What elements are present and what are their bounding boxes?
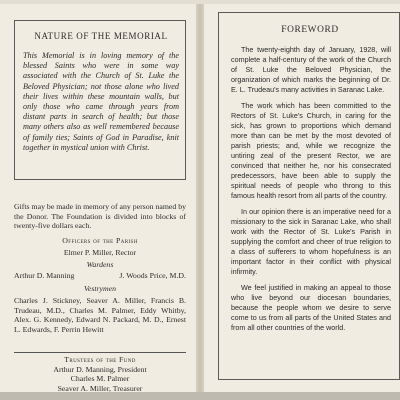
foreword-paragraph-3: In our opinion there is an imperative need for a missionary to the sick in Saranac Lake, who shall work with the Rector of St. Luke's Parish in supplying the comfort and cheer of true religion to a class of sufferers to whom hopefulness is an important factor in their conflict with physical infirmity. — [231, 207, 391, 276]
officers-title: Officers of the Parish — [62, 236, 138, 245]
warden-2: J. Woods Price, M.D. — [119, 271, 186, 280]
foreword-text — [231, 45, 391, 339]
rector-line: Elmer P. Miller, Rector — [63, 248, 137, 257]
memorial-box — [14, 20, 186, 180]
left-page — [0, 4, 196, 392]
vestrymen-list: Charles J. Stickney, Seaver A. Miller, Francis B. Trudeau, M.D., Charles M. Palmer, Eddy Whitby, Alex. G. Kennedy, Edward N. Packard, M. D., Ernest L. Edwards, F. Perrin Hewitt — [14, 296, 186, 334]
foreword-title: FOREWORD — [281, 25, 339, 35]
booklet-gutter — [196, 4, 204, 392]
trustee-2: Charles M. Palmer — [70, 374, 130, 383]
gifts-note: Gifts may be made in memory of any person named by the Donor. The Foundation is divided into blocks of twenty-five dollars each. — [14, 202, 186, 230]
trustees-box — [14, 352, 186, 392]
memorial-title: NATURE OF THE MEMORIAL — [34, 31, 168, 41]
trustees-title: Trustees of the Fund — [64, 355, 136, 364]
foreword-paragraph-4: We feel justified in making an appeal to those who live beyond our diocesan boundaries, because the people whom we desire to serve come to us from all parts of the United States and from all other countries of the world. — [231, 283, 391, 332]
foreword-box — [218, 12, 400, 380]
warden-1: Arthur D. Manning — [14, 271, 75, 280]
table-edge — [0, 392, 400, 400]
vestrymen-heading: Vestrymen — [83, 284, 117, 293]
trustee-3: Seaver A. Miller, Treasurer — [57, 383, 143, 392]
wardens-line — [14, 271, 186, 281]
right-page — [204, 4, 400, 392]
foreword-paragraph-2: The work which has been committed to the Rectors of St. Luke's Church, in caring for the sick, has grown to proportions which demand more than can be met by the most devoted of parish priests; and, while we recognize the untiring zeal of the present Rector, we are convinced that neither he, nor his consecrated predecessors, have been able to supply the spiritual needs of people who throng to this famous health resort from all parts of the country. — [231, 101, 391, 200]
trustee-1: Arthur D. Manning, President — [53, 364, 147, 374]
memorial-text: This Memorial is in loving memory of the blessed Saints who were in some way associated with the Church of St. Luke the Beloved Physician; not those alone who lived their lives within these mountain walls, but only those who came through years from distant parts in search of health; but those many others also as well remembered because of family ties; Saints of God in Paradise, knit together in mystical union with Christ. — [23, 51, 179, 152]
wardens-heading: Wardens — [86, 260, 114, 269]
foreword-paragraph-1: The twenty-eighth day of January, 1928, will complete a half-century of the work of the Church of St. Luke the Beloved Physician, the organization of which marks the beginning of Dr. E. L. Trudeau's many activities in Saranac Lake. — [231, 45, 391, 94]
